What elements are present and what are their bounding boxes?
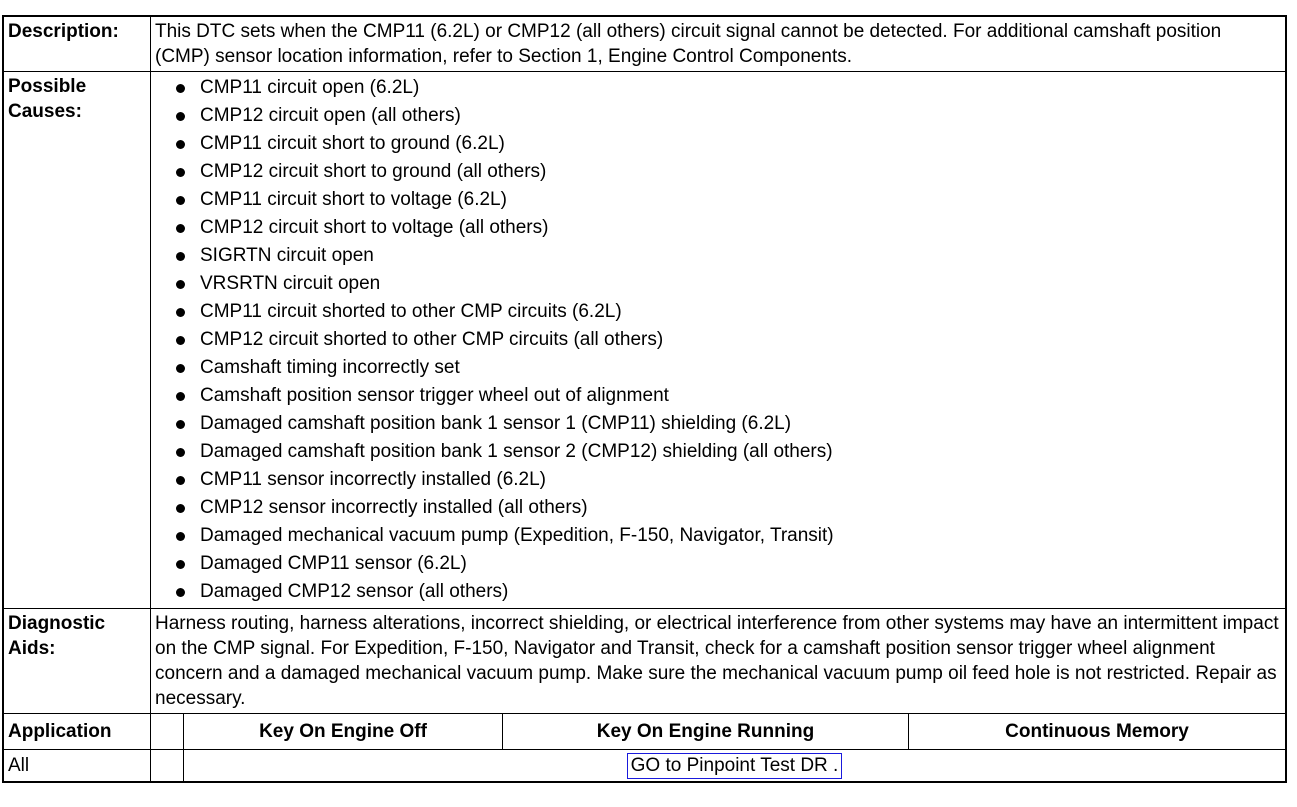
- causes-label: Possible Causes:: [3, 72, 151, 609]
- application-row: [3, 750, 1286, 783]
- application-header: Application: [3, 714, 151, 750]
- cause-item: CMP12 sensor incorrectly installed (all others): [173, 494, 1281, 522]
- cause-item: Damaged camshaft position bank 1 sensor 1 (CMP11) shielding (6.2L): [173, 410, 1281, 438]
- cm-header: Continuous Memory: [909, 714, 1287, 750]
- pinpoint-test-link[interactable]: GO to Pinpoint Test DR .: [627, 753, 843, 779]
- cause-item: Damaged camshaft position bank 1 sensor 2 (CMP12) shielding (all others): [173, 438, 1281, 466]
- cause-item: CMP11 circuit short to ground (6.2L): [173, 130, 1281, 158]
- diagnostic-label: Diagnostic Aids:: [3, 609, 151, 714]
- dtc-table: [2, 15, 1287, 783]
- description-row: [3, 16, 1286, 72]
- koer-header: Key On Engine Running: [503, 714, 909, 750]
- diagnostic-row: [3, 609, 1286, 714]
- description-text: This DTC sets when the CMP11 (6.2L) or CMP12 (all others) circuit signal cannot be detected. For additional camshaft position (CMP) sensor location information, refer to Section 1, Engine Control Components.: [151, 16, 1287, 72]
- cause-item: Camshaft position sensor trigger wheel out of alignment: [173, 382, 1281, 410]
- causes-list: [155, 74, 1281, 606]
- cause-item: VRSRTN circuit open: [173, 270, 1281, 298]
- cause-item: Camshaft timing incorrectly set: [173, 354, 1281, 382]
- cause-item: CMP11 circuit shorted to other CMP circuits (6.2L): [173, 298, 1281, 326]
- cause-item: CMP12 circuit short to ground (all others): [173, 158, 1281, 186]
- cause-item: CMP11 sensor incorrectly installed (6.2L): [173, 466, 1281, 494]
- cause-item: Damaged CMP11 sensor (6.2L): [173, 550, 1281, 578]
- cause-item: CMP12 circuit short to voltage (all others): [173, 214, 1281, 242]
- cause-item: CMP12 circuit open (all others): [173, 102, 1281, 130]
- application-header-row: [3, 714, 1286, 750]
- koeo-header: Key On Engine Off: [184, 714, 503, 750]
- cause-item: Damaged mechanical vacuum pump (Expedition, F-150, Navigator, Transit): [173, 522, 1281, 550]
- diagnostic-text: Harness routing, harness alterations, incorrect shielding, or electrical interference from other systems may have an intermittent impact on the CMP signal. For Expedition, F-150, Navigator and Transit, check for a camshaft position sensor trigger wheel alignment concern and a damaged mechanical vacuum pump. Make sure the mechanical vacuum pump oil feed hole is not restricted. Repair as necessary.: [151, 609, 1287, 714]
- application-value: All: [3, 750, 151, 783]
- cause-item: CMP11 circuit open (6.2L): [173, 74, 1281, 102]
- cause-item: CMP11 circuit short to voltage (6.2L): [173, 186, 1281, 214]
- cause-item: CMP12 circuit shorted to other CMP circuits (all others): [173, 326, 1281, 354]
- cause-item: SIGRTN circuit open: [173, 242, 1281, 270]
- causes-row: [3, 72, 1286, 609]
- description-label: Description:: [3, 16, 151, 72]
- cause-item: Damaged CMP12 sensor (all others): [173, 578, 1281, 606]
